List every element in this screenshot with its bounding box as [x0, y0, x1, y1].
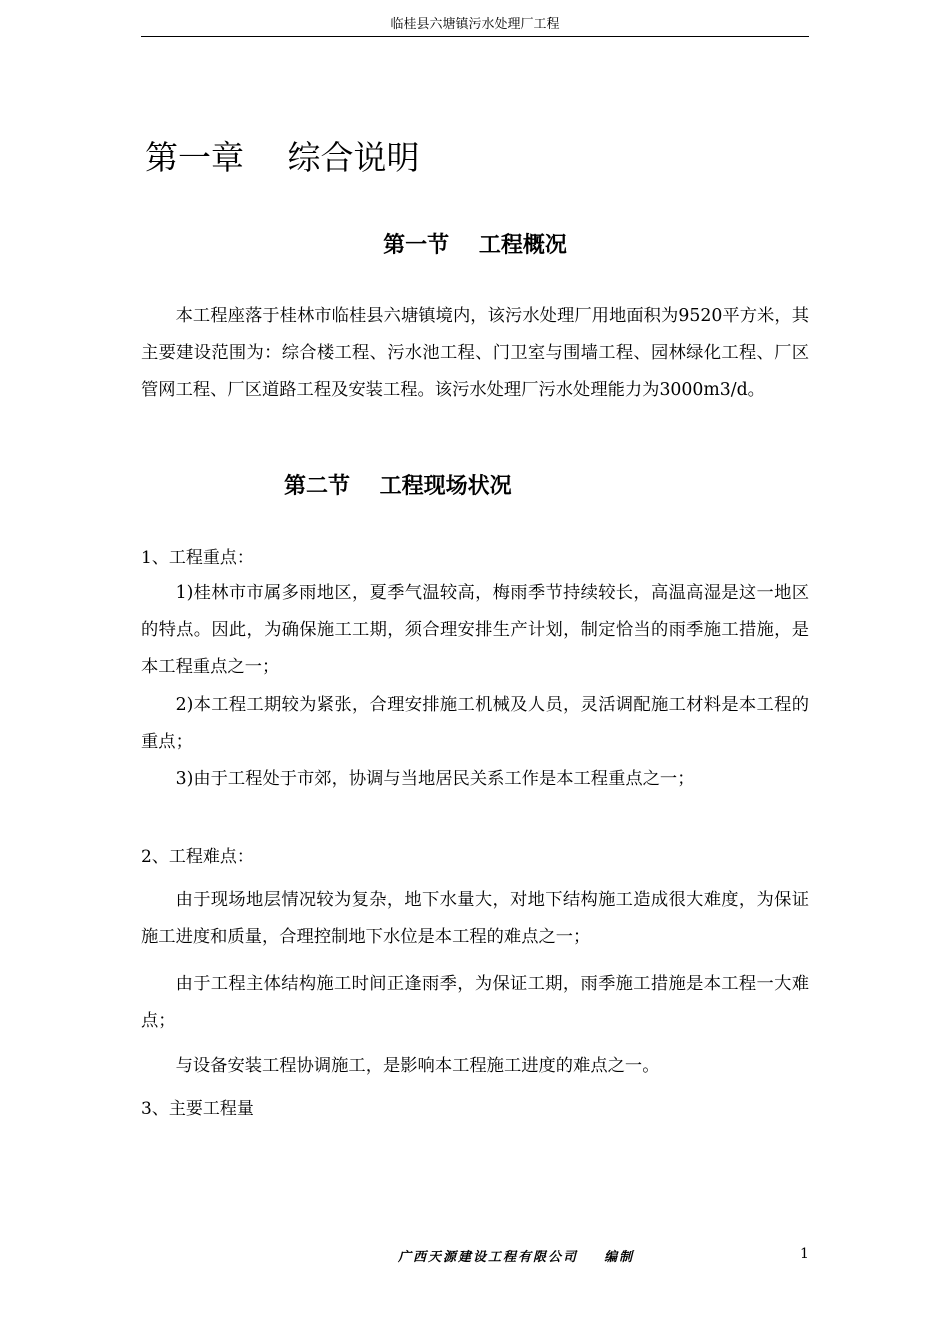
running-header: 临桂县六塘镇污水处理厂工程 [390, 17, 560, 32]
key-point-item: 2)本工程工期较为紧张，合理安排施工机械及人员，灵活调配施工材料是本工程的重点； [141, 695, 809, 752]
header-divider [141, 36, 809, 37]
key-point-item: 3)由于工程处于市郊，协调与当地居民关系工作是本工程重点之一； [175, 769, 695, 789]
page-number: 1 [800, 1246, 809, 1262]
footer-company: 广西天源建设工程有限公司 编制 [398, 1250, 635, 1265]
overview-paragraph: 本工程座落于桂林市临桂县六塘镇境内，该污水处理厂用地面积为9520平方米，其主要建设范围为：综合楼工程、污水池工程、门卫室与围墙工程、园林绿化工程、厂区管网工程、厂区道路工程及安装工程。该污水处理厂污水处理能力为3000m3/d。 [141, 306, 809, 400]
difficulty-item: 由于现场地层情况较为复杂，地下水量大，对地下结构施工造成很大难度，为保证施工进度和质量，合理控制地下水位是本工程的难点之一； [141, 890, 809, 947]
key-points-heading: 1、工程重点： [141, 548, 254, 568]
chapter-title: 第一章 综合说明 [145, 138, 420, 177]
key-point-item: 1)桂林市市属多雨地区，夏季气温较高，梅雨季节持续较长，高温高湿是这一地区的特点。因此，为确保施工工期，须合理安排生产计划，制定恰当的雨季施工措施，是本工程重点之一； [141, 583, 809, 677]
quantities-heading: 3、主要工程量 [141, 1099, 254, 1119]
difficulty-item: 由于工程主体结构施工时间正逢雨季，为保证工期，雨季施工措施是本工程一大难点； [141, 974, 809, 1031]
section-title-site-conditions: 第二节 工程现场状况 [284, 474, 512, 499]
section-title-overview: 第一节 工程概况 [383, 233, 567, 258]
difficulties-heading: 2、工程难点： [141, 847, 254, 867]
difficulty-item: 与设备安装工程协调施工，是影响本工程施工进度的难点之一。 [175, 1056, 660, 1076]
